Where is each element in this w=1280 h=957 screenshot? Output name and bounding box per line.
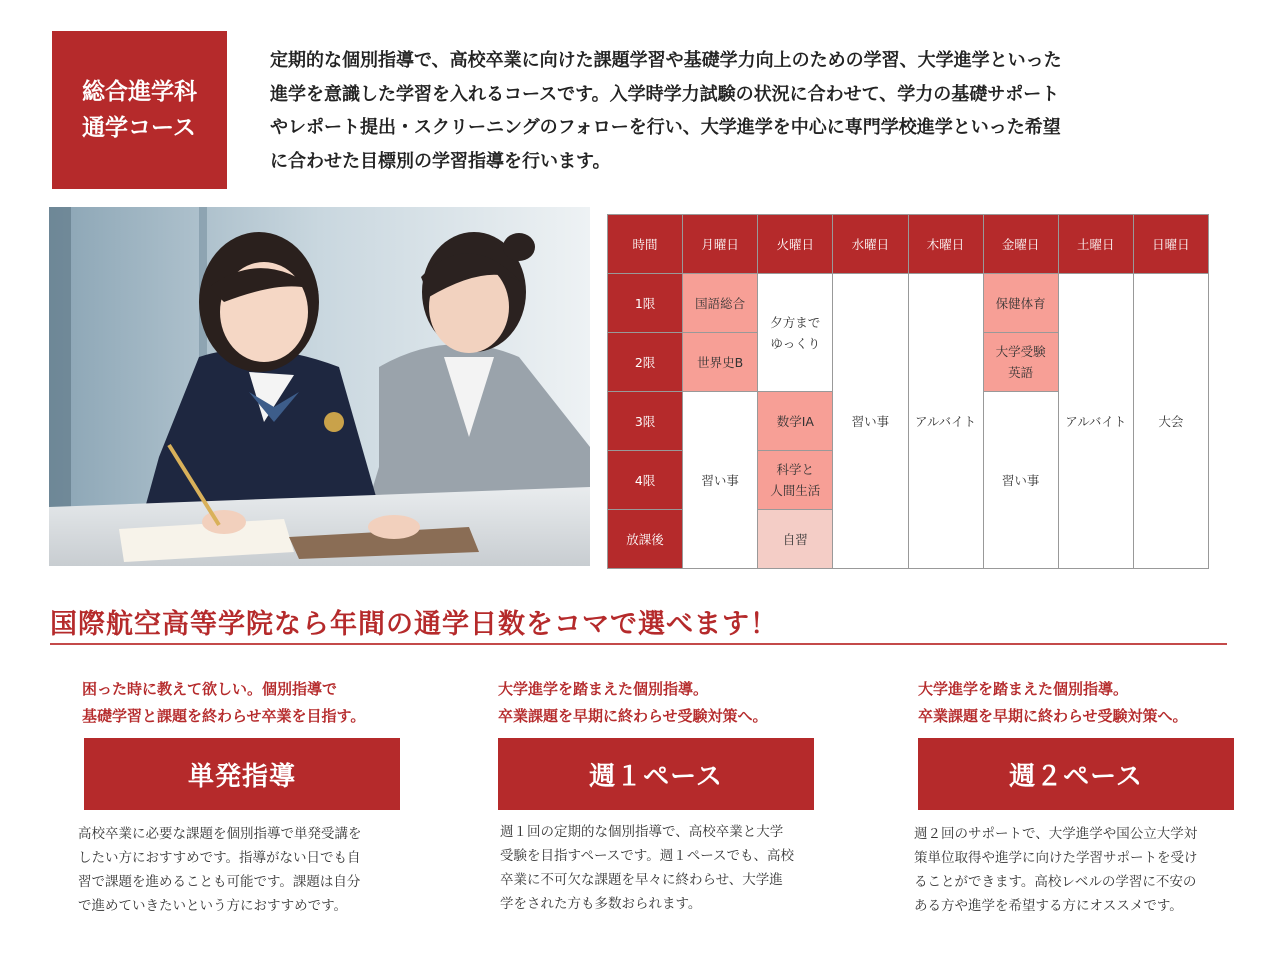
plan-desc-line: で進めていきたいという方におすすめです。 [78, 898, 348, 914]
cell-fri-2 [983, 333, 1058, 392]
plan-weekly-1-button[interactable]: 週１ペース [498, 738, 814, 810]
header-friday: 金曜日 [983, 215, 1058, 274]
intro-paragraph [270, 44, 1230, 178]
cell-mon-2: 世界史B [683, 333, 758, 392]
table-row [608, 274, 1209, 333]
plan-weekly-2-button[interactable]: 週２ペース [918, 738, 1234, 810]
cell-mon-3-5: 習い事 [683, 392, 758, 569]
intro-line: 定期的な個別指導で、高校卒業に向けた課題学習や基礎学力向上のための学習、大学進学といった [270, 50, 1062, 71]
plan-desc-line: 習で課題を進めることも可能です。課題は自分 [78, 874, 361, 890]
plan-desc-line: 策単位取得や進学に向けた学習サポートを受け [914, 850, 1198, 866]
plan-desc-line: ることができます。高校レベルの学習に不安の [914, 874, 1197, 890]
header-thursday: 木曜日 [908, 215, 983, 274]
header-monday: 月曜日 [683, 215, 758, 274]
plan-desc-line: ある方や進学を希望する方にオススメです。 [914, 898, 1183, 914]
plan-desc-line: 卒業に不可欠な課題を早々に終わらせ、大学進 [500, 872, 783, 888]
plan-lead-line: 卒業課題を早期に終わらせ受験対策へ。 [918, 707, 1188, 725]
plan-lead-line: 困った時に教えて欲しい。個別指導で [82, 680, 338, 698]
cell-fri-3-5: 習い事 [983, 392, 1058, 569]
cell-fri-1: 保健体育 [983, 274, 1058, 333]
plan-lead [82, 676, 365, 730]
cell-text: 夕方まで [770, 314, 821, 330]
plan-desc-line: 週２回のサポートで、大学進学や国公立大学対 [914, 826, 1198, 842]
cell-text: 大学受験 [995, 344, 1046, 359]
plan-lead-line: 基礎学習と課題を終わらせ卒業を目指す。 [82, 707, 366, 725]
cell-thu-all: アルバイト [908, 274, 983, 569]
header-time: 時間 [608, 215, 683, 274]
course-title-line2: 通学コース [82, 115, 196, 141]
period-label: 3限 [608, 392, 683, 451]
headline-divider [50, 643, 1227, 645]
plan-desc-line: 受験を目指すペースです。週１ペースでも、高校 [500, 848, 795, 864]
plan-weekly-2 [914, 676, 1198, 914]
plan-lead-line: 大学進学を踏まえた個別指導。 [918, 680, 1129, 698]
period-label: 4限 [608, 451, 683, 510]
intro-line: 進学を意識した学習を入れるコースです。入学時学力試験の状況に合わせて、学力の基礎サポート [270, 83, 1060, 105]
plan-lead-line: 大学進学を踏まえた個別指導。 [498, 680, 709, 698]
cell-text: ゆっくり [770, 335, 821, 351]
plan-lead-line: 卒業課題を早期に終わらせ受験対策へ。 [498, 707, 768, 725]
student-teacher-photo [49, 207, 590, 566]
plan-lead [498, 676, 768, 730]
cell-tue-5: 自習 [758, 510, 833, 569]
plan-description [500, 820, 840, 916]
plan-description [914, 822, 1254, 918]
cell-tue-4 [758, 451, 833, 510]
cell-tue-3: 数学ⅠA [758, 392, 833, 451]
intro-line: やレポート提出・スクリーニングのフォローを行い、大学進学を中心に専門学校進学といった希望 [270, 117, 1061, 138]
cell-tue-1-2 [758, 274, 833, 392]
section-headline: 国際航空高等学院なら年間の通学日数をコマで選べます！ [50, 609, 778, 640]
course-title-line1: 総合進学科 [82, 79, 197, 105]
period-label: 2限 [608, 333, 683, 392]
plan-desc-line: 高校卒業に必要な課題を個別指導で単発受講を [78, 826, 362, 842]
header-wednesday: 水曜日 [833, 215, 908, 274]
cell-text: 人間生活 [770, 483, 821, 498]
header-sunday: 日曜日 [1133, 215, 1208, 274]
cell-text: 科学と [776, 462, 815, 477]
plan-desc-line: 学をされた方も多数おられます。 [500, 896, 702, 912]
cell-text: 英語 [1008, 365, 1034, 380]
cell-sun-all: 大会 [1133, 274, 1208, 569]
header-tuesday: 火曜日 [758, 215, 833, 274]
cell-mon-1: 国語総合 [683, 274, 758, 333]
plan-single [78, 676, 366, 914]
period-label: 1限 [608, 274, 683, 333]
weekly-timetable [607, 214, 1209, 569]
plan-weekly-1 [498, 676, 795, 912]
cell-sat-all: アルバイト [1058, 274, 1133, 569]
course-badge [52, 31, 227, 189]
plan-desc-line: 週１回の定期的な個別指導で、高校卒業と大学 [500, 824, 784, 840]
plan-desc-line: したい方におすすめです。指導がない日でも自 [78, 850, 361, 866]
header-saturday: 土曜日 [1058, 215, 1133, 274]
plan-lead [918, 676, 1188, 730]
intro-line: に合わせた目標別の学習指導を行います。 [270, 150, 611, 172]
cell-wed-all: 習い事 [833, 274, 908, 569]
plan-single-button[interactable]: 単発指導 [84, 738, 400, 810]
plan-description [78, 822, 418, 918]
period-label: 放課後 [608, 510, 683, 569]
